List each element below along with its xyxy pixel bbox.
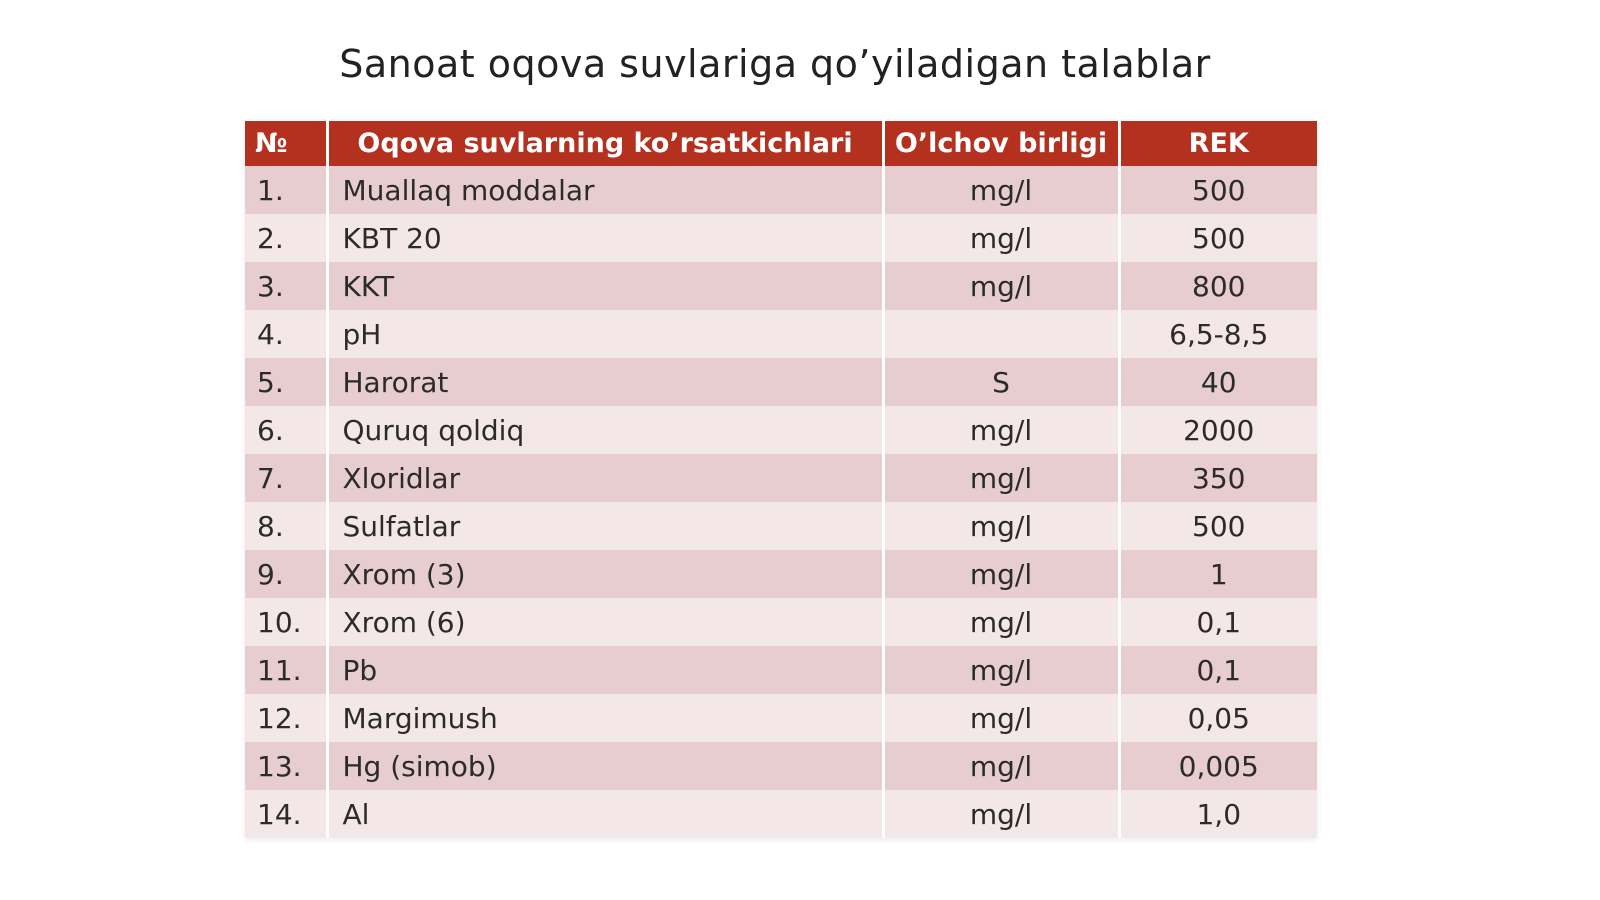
- row-rek: 500: [1119, 502, 1317, 550]
- row-unit: mg/l: [883, 598, 1119, 646]
- row-indicator: KBT 20: [327, 214, 883, 262]
- row-rek: 0,1: [1119, 598, 1317, 646]
- row-rek: 500: [1119, 214, 1317, 262]
- row-unit: mg/l: [883, 790, 1119, 838]
- table-row: [245, 694, 1317, 742]
- row-rek: 40: [1119, 358, 1317, 406]
- row-indicator: Xrom (6): [327, 598, 883, 646]
- table-row: [245, 550, 1317, 598]
- header-rek: REK: [1119, 121, 1317, 166]
- row-number: 2.: [245, 214, 327, 262]
- table-row: [245, 454, 1317, 502]
- row-indicator: KKT: [327, 262, 883, 310]
- row-number: 6.: [245, 406, 327, 454]
- row-rek: 800: [1119, 262, 1317, 310]
- table-row: [245, 358, 1317, 406]
- row-indicator: pH: [327, 310, 883, 358]
- row-unit: mg/l: [883, 694, 1119, 742]
- table-row: [245, 790, 1317, 838]
- row-indicator: Xrom (3): [327, 550, 883, 598]
- row-indicator: Quruq qoldiq: [327, 406, 883, 454]
- row-rek: 2000: [1119, 406, 1317, 454]
- row-number: 1.: [245, 166, 327, 214]
- row-rek: 350: [1119, 454, 1317, 502]
- row-rek: 1,0: [1119, 790, 1317, 838]
- row-number: 5.: [245, 358, 327, 406]
- row-unit: mg/l: [883, 214, 1119, 262]
- table-row: [245, 598, 1317, 646]
- row-indicator: Al: [327, 790, 883, 838]
- row-unit: mg/l: [883, 406, 1119, 454]
- row-rek: 500: [1119, 166, 1317, 214]
- row-number: 8.: [245, 502, 327, 550]
- row-indicator: Muallaq moddalar: [327, 166, 883, 214]
- row-rek: 0,05: [1119, 694, 1317, 742]
- row-unit: mg/l: [883, 502, 1119, 550]
- table-row: [245, 742, 1317, 790]
- row-number: 3.: [245, 262, 327, 310]
- header-indicator: Oqova suvlarning ko’rsatkichlari: [327, 121, 883, 166]
- row-number: 14.: [245, 790, 327, 838]
- row-unit: mg/l: [883, 454, 1119, 502]
- row-rek: 6,5-8,5: [1119, 310, 1317, 358]
- header-number: №: [245, 121, 327, 166]
- header-unit: O’lchov birligi: [883, 121, 1119, 166]
- row-indicator: Xloridlar: [327, 454, 883, 502]
- table-row: [245, 166, 1317, 214]
- table-row: [245, 310, 1317, 358]
- row-unit: mg/l: [883, 646, 1119, 694]
- row-unit: [883, 310, 1119, 358]
- row-unit: mg/l: [883, 550, 1119, 598]
- row-unit: mg/l: [883, 166, 1119, 214]
- row-indicator: Margimush: [327, 694, 883, 742]
- row-number: 11.: [245, 646, 327, 694]
- row-indicator: Pb: [327, 646, 883, 694]
- row-indicator: Sulfatlar: [327, 502, 883, 550]
- row-number: 10.: [245, 598, 327, 646]
- row-number: 9.: [245, 550, 327, 598]
- table-row: [245, 262, 1317, 310]
- table-row: [245, 646, 1317, 694]
- row-rek: 0,1: [1119, 646, 1317, 694]
- row-indicator: Harorat: [327, 358, 883, 406]
- row-number: 12.: [245, 694, 327, 742]
- row-number: 4.: [245, 310, 327, 358]
- row-unit: S: [883, 358, 1119, 406]
- slide-title: Sanoat oqova suvlariga qo’yiladigan talablar: [339, 42, 1211, 86]
- table-body: [245, 166, 1317, 838]
- row-rek: 1: [1119, 550, 1317, 598]
- row-number: 13.: [245, 742, 327, 790]
- table-row: [245, 214, 1317, 262]
- table-row: [245, 502, 1317, 550]
- table-header-row: [245, 121, 1317, 166]
- row-unit: mg/l: [883, 262, 1119, 310]
- row-unit: mg/l: [883, 742, 1119, 790]
- row-rek: 0,005: [1119, 742, 1317, 790]
- table-row: [245, 406, 1317, 454]
- row-indicator: Hg (simob): [327, 742, 883, 790]
- row-number: 7.: [245, 454, 327, 502]
- requirements-table: [245, 121, 1317, 838]
